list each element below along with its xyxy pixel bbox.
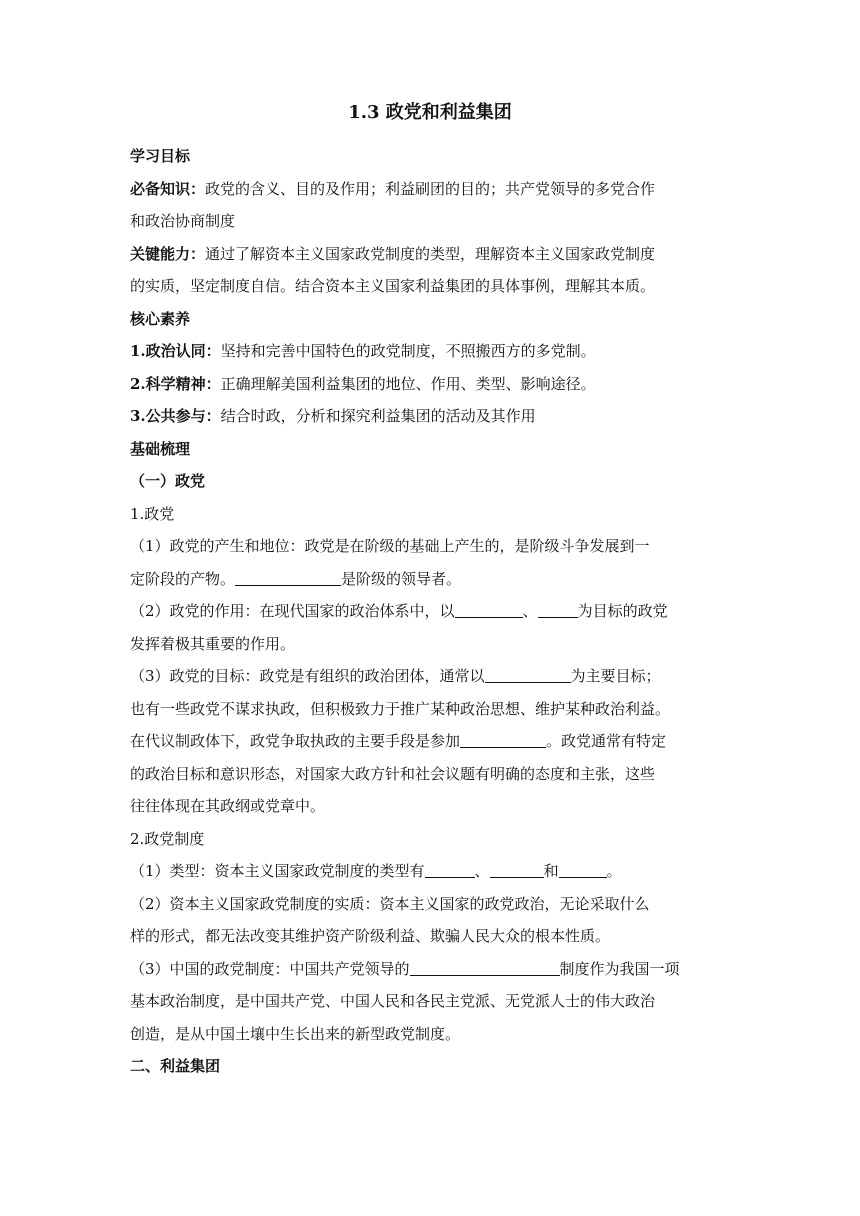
section-1-heading: （一）政党 [130,472,206,490]
text-span: 和 [543,862,559,880]
literacy-item-3 [130,400,730,433]
text-span: （3）政党的目标：政党是有组织的政治团体，通常以 [130,667,485,685]
page-title: 1.3 政党和利益集团 [348,102,512,123]
china-system-line-3: 创造，是从中国土壤中生长出来的新型政党制度。 [130,1024,461,1043]
ability-paragraph [130,238,730,271]
system-essence-line-1: （2）资本主义国家政党制度的实质：资本主义国家的政党政治，无论采取什么 [130,894,650,913]
text-span: 是阶级的领导者。 [341,569,462,588]
ability-paragraph-cont: 的实质，坚定制度自信。结合资本主义国家利益集团的具体事例，理解其本质。 [130,277,656,295]
fill-in-blank[interactable] [455,599,523,618]
system-essence-line-2: 样的形式，都无法改变其维护资产阶级利益、欺骗人民大众的根本性质。 [130,927,611,945]
subsection-1-heading: 1.政党 [130,504,175,523]
section-2-heading: 二、利益集团 [130,1057,221,1075]
party-role-line-2: 发挥着极其重要的作用。 [130,634,296,653]
text-span: 为目标的政党 [577,602,668,620]
system-type-line [130,855,730,888]
knowledge-paragraph-cont: 和政治协商制度 [130,212,236,230]
subsection-2-heading: 2.政党制度 [130,829,205,848]
party-goal-line-2: 也有一些政党不谋求执政，但积极致力于推广某种政治思想、维护某种政治利益。 [130,699,671,718]
china-system-line-2: 基本政治制度，是中国共产党、中国人民和各民主党派、无党派人士的伟大政治 [130,992,656,1010]
text-span: （2）政党的作用：在现代国家的政治体系中，以 [130,602,455,620]
text-span: 定阶段的产物。 [130,569,236,588]
party-role-line-1 [130,595,730,628]
literacy-item-2 [130,368,730,401]
knowledge-text: 政党的含义、目的及作用；利益刷团的目的；共产党领导的多党合作 [205,179,656,198]
fill-in-blank[interactable] [425,859,475,878]
fill-in-blank[interactable] [485,664,571,683]
party-origin-line-1: （1）政党的产生和地位：政党是在阶级的基础上产生的，是阶级斗争发展到一 [130,537,650,555]
basics-heading: 基础梳理 [130,439,191,458]
fill-in-blank[interactable] [460,729,546,748]
fill-in-blank[interactable] [235,567,341,586]
party-goal-line-5: 往往体现在其政纲或党章中。 [130,797,326,815]
party-goal-line-3 [130,725,730,758]
text-span: 在代议制政体下，政党争取执政的主要手段是参加 [130,732,461,750]
document-page [130,100,730,1083]
fill-in-blank[interactable] [559,859,607,878]
knowledge-paragraph [130,173,730,206]
text-span: 、 [474,862,490,880]
literacy-item-1-text: 坚持和完善中国特色的政党制度，不照搬西方的多党制。 [220,342,596,360]
goals-heading: 学习目标 [130,147,191,165]
literacy-item-1 [130,335,730,368]
literacy-item-2-label: 2.科学精神： [130,374,221,393]
party-origin-line-2 [130,563,730,596]
literacy-item-2-text: 正确理解美国利益集团的地位、作用、类型、影响途径。 [220,374,596,393]
china-system-line-1 [130,953,730,986]
text-span: （1）类型：资本主义国家政党制度的类型有 [130,862,425,880]
text-span: 、 [522,602,538,620]
text-span: 。政党通常有特定 [546,732,667,750]
party-goal-line-4: 的政治目标和意识形态，对国家大政方针和社会议题有明确的态度和主张，这些 [130,764,656,783]
text-span: 。 [606,862,622,880]
text-span: （3）中国的政党制度：中国共产党领导的 [130,959,410,978]
party-goal-line-1 [130,660,730,693]
fill-in-blank[interactable] [410,957,560,976]
literacy-item-1-label: 1.政治认同： [130,342,221,360]
ability-text: 通过了解资本主义国家政党制度的类型，理解资本主义国家政党制度 [205,244,656,263]
literacy-item-3-text: 结合时政，分析和探究利益集团的活动及其作用 [220,407,536,425]
text-span: 制度作为我国一项 [559,959,680,978]
fill-in-blank[interactable] [490,859,544,878]
literacy-heading: 核心素养 [130,309,191,328]
text-span: 为主要目标； [570,667,661,685]
literacy-item-3-label: 3.公共参与： [130,407,221,425]
ability-label: 关键能力： [130,244,206,263]
knowledge-label: 必备知识： [130,179,206,198]
fill-in-blank[interactable] [538,599,578,618]
